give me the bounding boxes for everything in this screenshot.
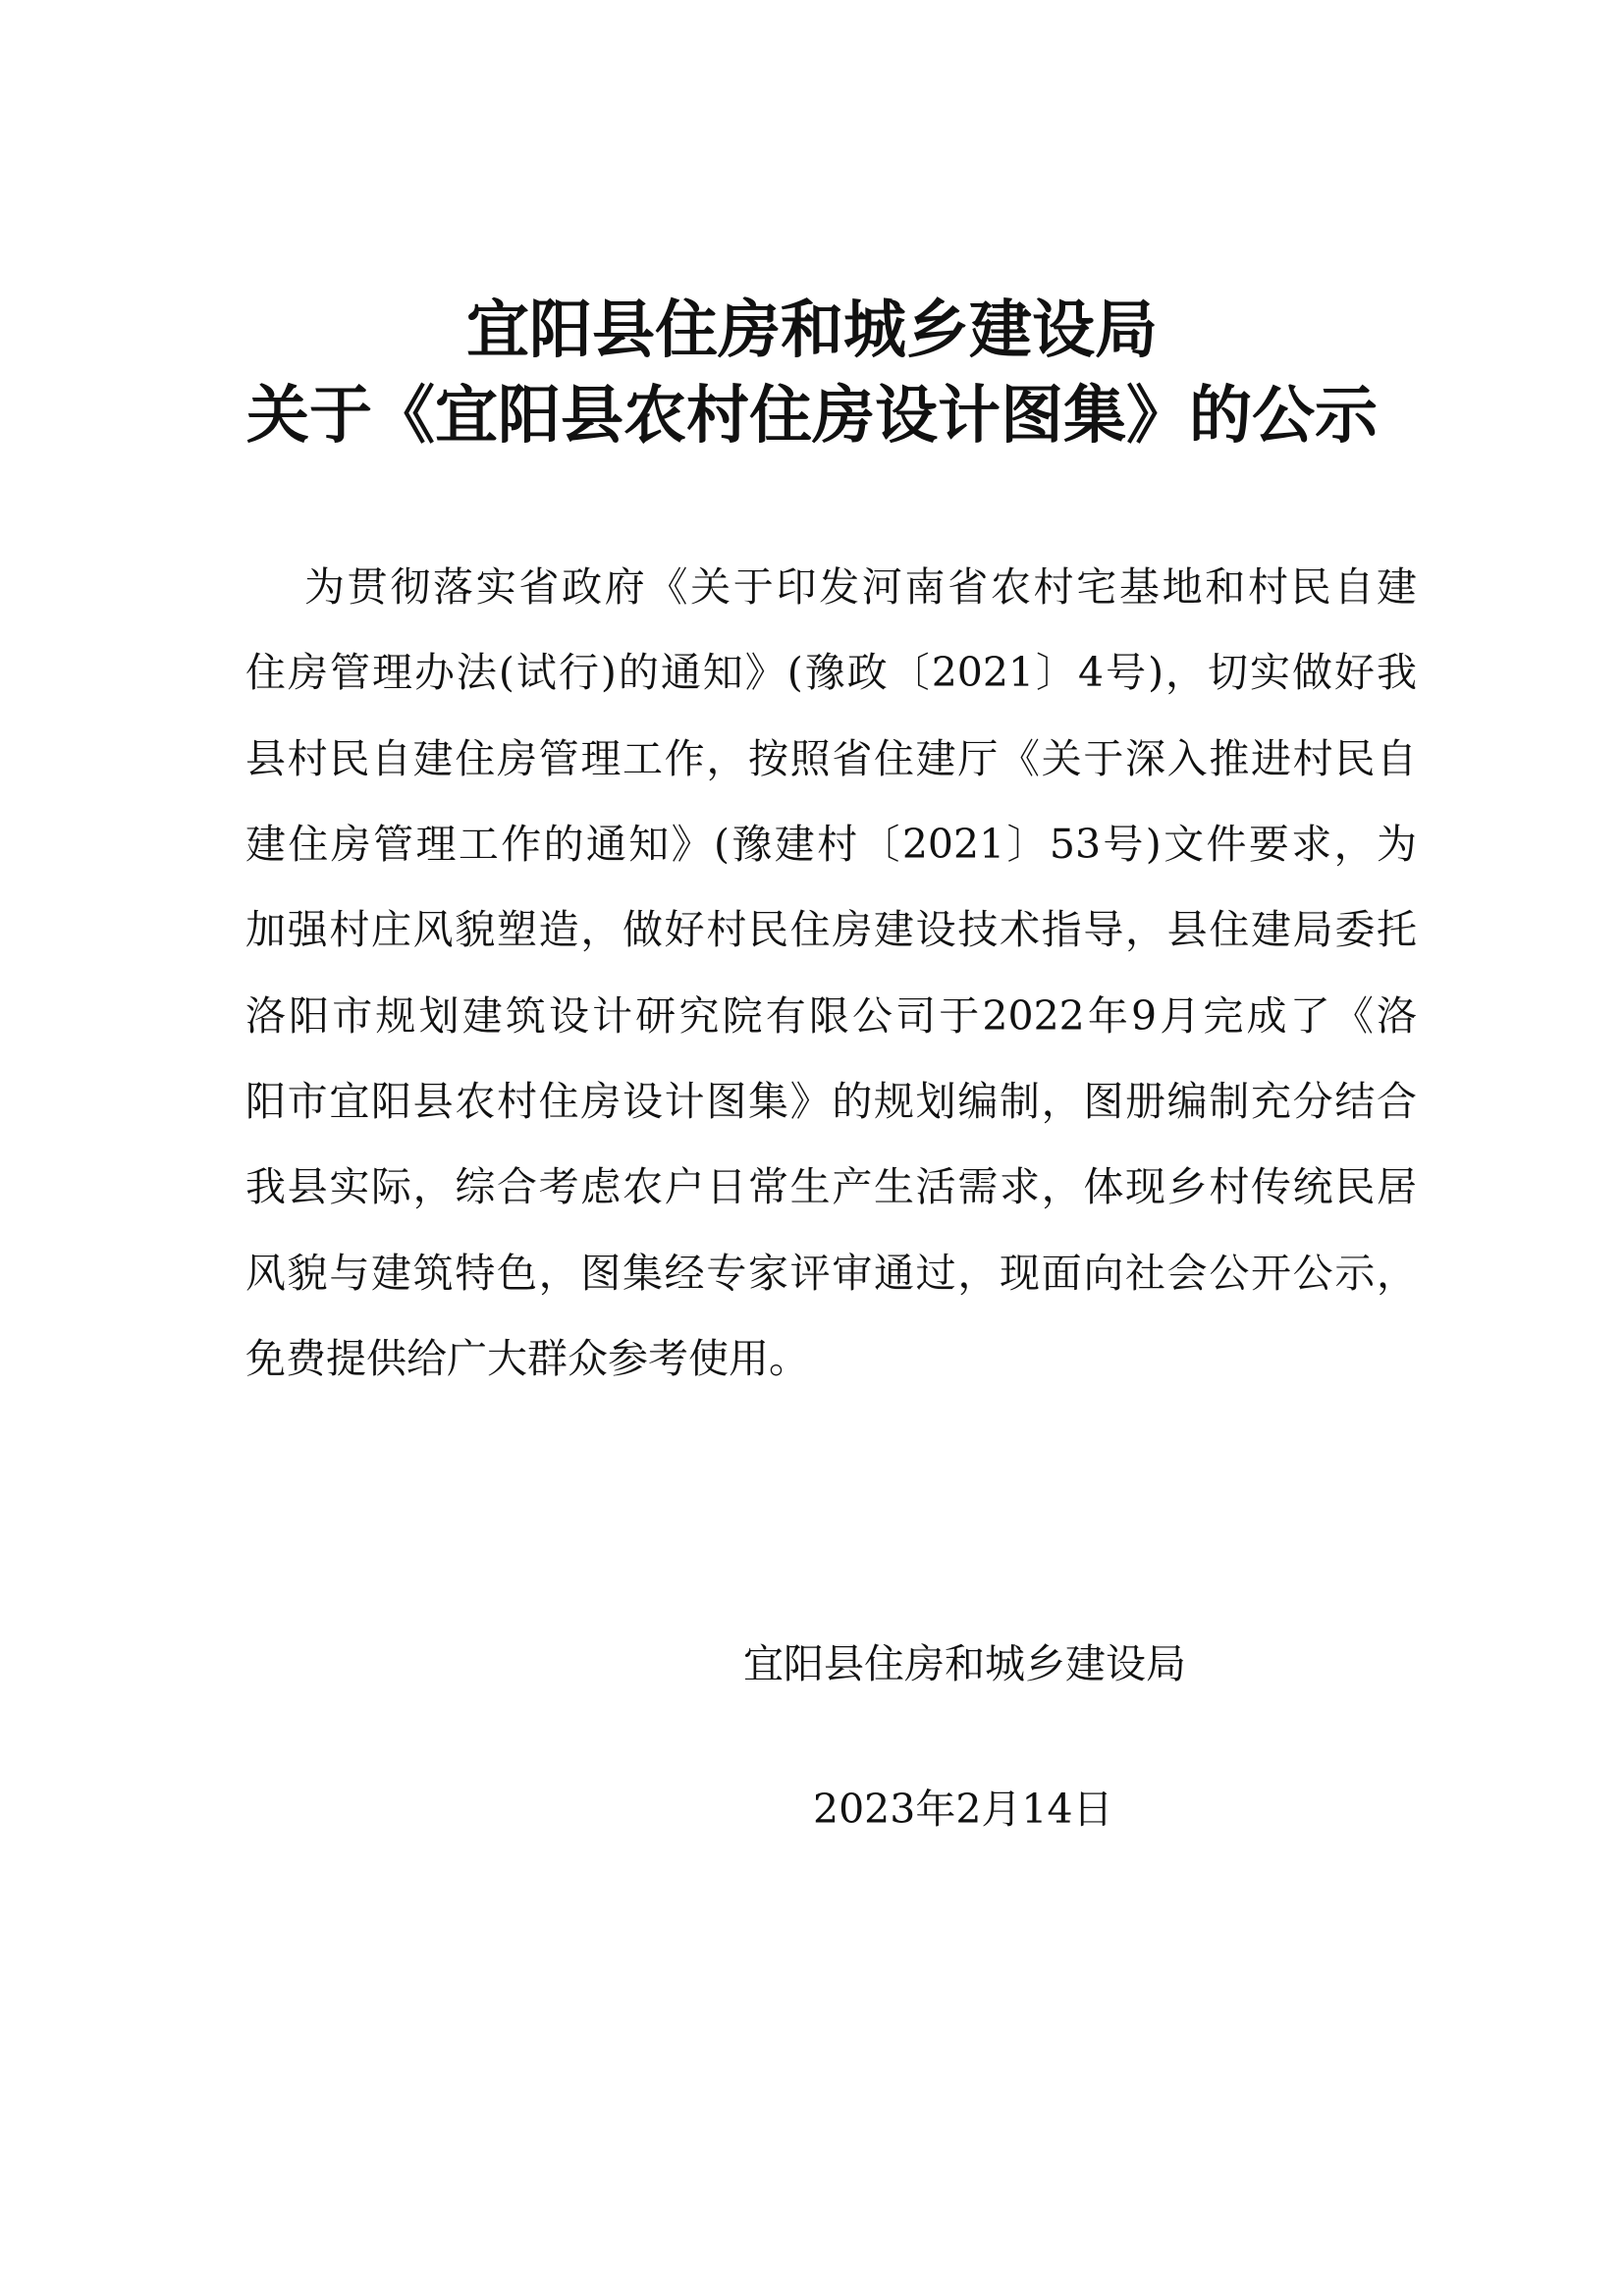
body-line: 风貌与建筑特色，图集经专家评审通过，现面向社会公开公示，: [245, 1250, 1417, 1297]
body-line: 县村民自建住房管理工作，按照省住建厅《关于深入推进村民自: [245, 735, 1417, 782]
body-line: 免费提供给广大群众参考使用。: [245, 1335, 809, 1382]
signature-date: 2023年2月14日: [813, 1786, 1113, 1833]
body-line: 我县实际，综合考虑农户日常生产生活需求，体现乡村传统民居: [245, 1163, 1417, 1210]
body-line: 住房管理办法(试行)的通知》(豫政〔2021〕4号)，切实做好我: [245, 649, 1417, 696]
body-line: 阳市宜阳县农村住房设计图集》的规划编制，图册编制充分结合: [245, 1078, 1417, 1125]
document-title-line-2: 关于《宜阳县农村住房设计图集》的公示: [246, 379, 1378, 453]
signature-organization: 宜阳县住房和城乡建设局: [743, 1640, 1186, 1687]
body-line: 为贯彻落实省政府《关于印发河南省农村宅基地和村民自建: [304, 563, 1417, 611]
body-line: 加强村庄风貌塑造，做好村民住房建设技术指导，县住建局委托: [245, 906, 1417, 953]
body-line: 洛阳市规划建筑设计研究院有限公司于2022年9月完成了《洛: [245, 992, 1417, 1040]
document-title-line-1: 宜阳县住房和城乡建设局: [466, 294, 1158, 367]
body-line: 建住房管理工作的通知》(豫建村〔2021〕53号)文件要求，为: [245, 821, 1417, 868]
